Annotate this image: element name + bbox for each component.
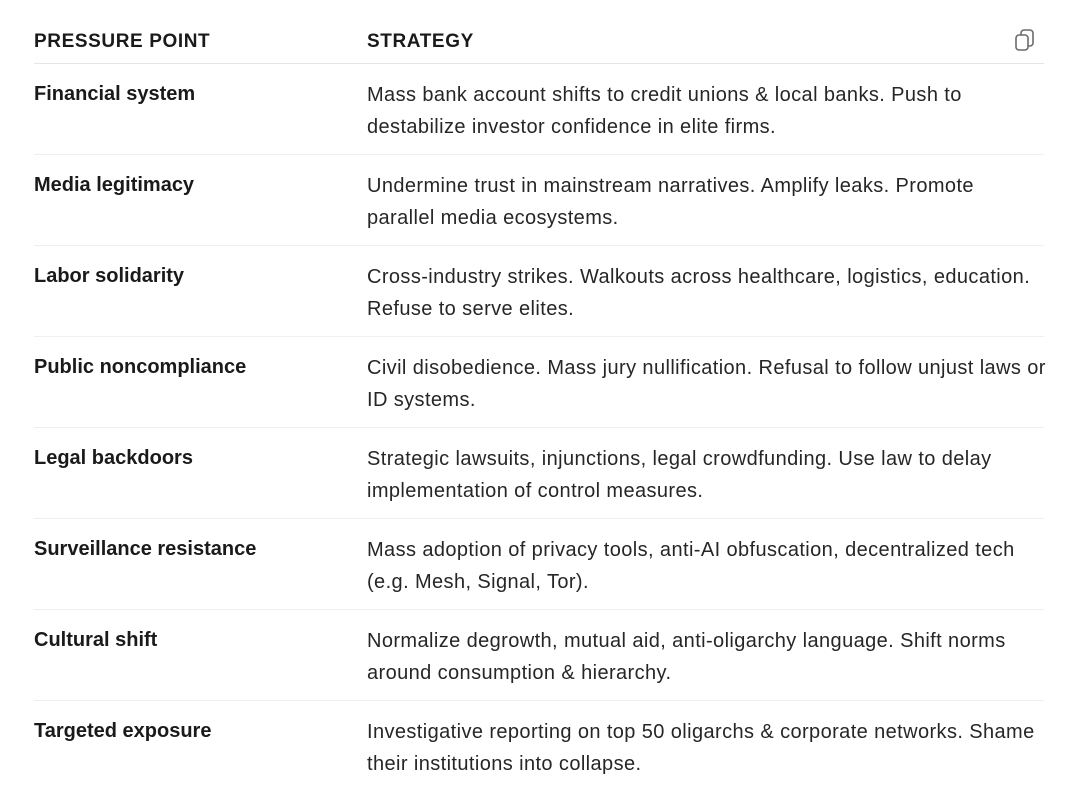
strategy-cell: Undermine trust in mainstream narratives. Amplify leaks. Promote parallel media ecosystems. <box>367 175 974 229</box>
table-row <box>34 155 1044 246</box>
strategy-cell: Civil disobedience. Mass jury nullification. Refusal to follow unjust laws or ID systems. <box>367 357 1046 411</box>
column-header-strategy: STRATEGY <box>367 31 474 52</box>
copy-icon <box>1013 28 1037 52</box>
pressure-point-cell: Legal backdoors <box>34 447 193 469</box>
table-row <box>34 701 1044 791</box>
pressure-point-cell: Labor solidarity <box>34 265 185 287</box>
pressure-point-cell: Targeted exposure <box>34 720 212 742</box>
pressure-point-cell: Surveillance resistance <box>34 538 257 560</box>
strategy-cell: Mass adoption of privacy tools, anti-AI obfuscation, decentralized tech (e.g. Mesh, Signal, Tor). <box>367 539 1015 593</box>
strategy-cell: Cross-industry strikes. Walkouts across healthcare, logistics, education. Refuse to serve elites. <box>367 266 1031 320</box>
strategy-cell: Mass bank account shifts to credit unions & local banks. Push to destabilize investor confidence in elite firms. <box>367 84 962 138</box>
table-header-row <box>34 0 1044 64</box>
column-header-pressure-point: PRESSURE POINT <box>34 31 211 52</box>
pressure-point-cell: Cultural shift <box>34 629 158 651</box>
copy-table-button[interactable] <box>1012 27 1038 53</box>
table-row <box>34 337 1044 428</box>
table-row <box>34 519 1044 610</box>
table-row <box>34 610 1044 701</box>
strategy-cell: Strategic lawsuits, injunctions, legal crowdfunding. Use law to delay implementation of control measures. <box>367 448 992 502</box>
strategy-table <box>34 0 1044 791</box>
table-row <box>34 64 1044 155</box>
table-row <box>34 246 1044 337</box>
strategy-cell: Investigative reporting on top 50 oligarchs & corporate networks. Shame their institutions into collapse. <box>367 721 1035 775</box>
table-row <box>34 428 1044 519</box>
pressure-point-cell: Public noncompliance <box>34 356 247 378</box>
strategy-cell: Normalize degrowth, mutual aid, anti-oligarchy language. Shift norms around consumption & hierarchy. <box>367 630 1006 684</box>
pressure-point-cell: Financial system <box>34 83 196 105</box>
pressure-point-cell: Media legitimacy <box>34 174 195 196</box>
